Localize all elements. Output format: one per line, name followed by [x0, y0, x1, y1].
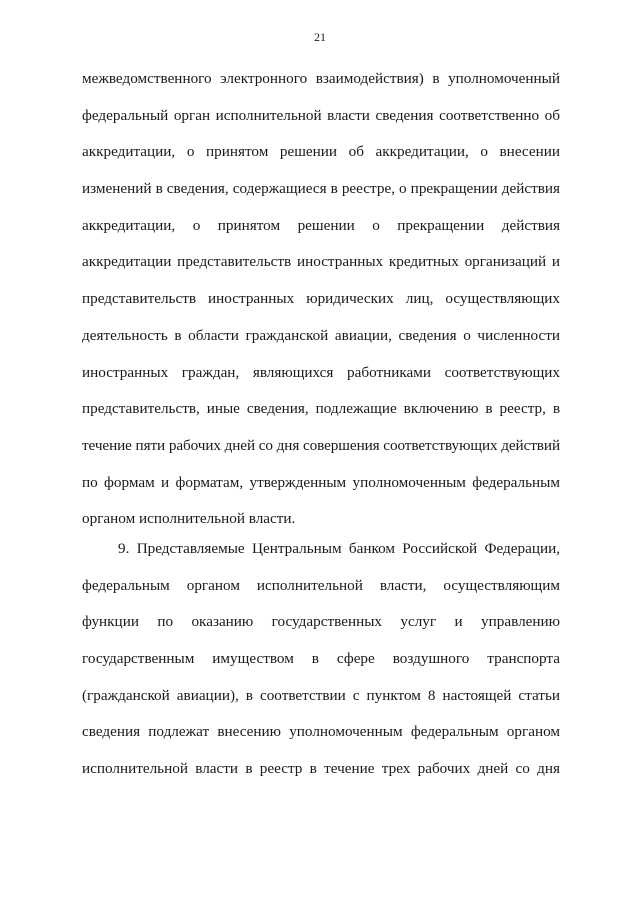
- page-number: 21: [314, 30, 326, 44]
- text-line: функции по оказанию государственных услуг и управлению: [82, 613, 560, 631]
- paragraph-1: [82, 71, 560, 548]
- text-line: течение пяти рабочих дней со дня совершения соответствующих действий: [82, 436, 560, 454]
- text-line: межведомственного электронного взаимодействия) в уполномоченный: [82, 70, 560, 87]
- text-line: государственным имуществом в сфере воздушного транспорта: [82, 650, 560, 668]
- text-line: аккредитации, о принятом решении об аккредитации, о внесении: [82, 143, 560, 161]
- text-line: (гражданской авиации), в соответствии с пунктом 8 настоящей статьи: [82, 686, 560, 704]
- text-line: федеральный орган исполнительной власти сведения соответственно об: [82, 106, 560, 124]
- text-line: деятельность в области гражданской авиации, сведения о численности: [82, 326, 560, 344]
- text-line: 9. Представляемые Центральным банком Российской Федерации,: [118, 540, 560, 557]
- text-line: представительств иностранных юридических лиц, осуществляющих: [82, 290, 560, 308]
- text-line: представительств, иные сведения, подлежащие включению в реестр, в: [82, 400, 560, 418]
- text-line: иностранных граждан, являющихся работниками соответствующих: [82, 363, 560, 381]
- text-line: федеральным органом исполнительной власти, осуществляющим: [82, 576, 560, 594]
- text-line: исполнительной власти в реестр в течение трех рабочих дней со дня: [82, 760, 560, 778]
- text-line: органом исполнительной власти.: [82, 510, 296, 528]
- text-line: аккредитации, о принятом решении о прекращении действия: [82, 216, 560, 234]
- text-line: сведения подлежат внесению уполномоченным федеральным органом: [82, 723, 560, 741]
- text-line: по формам и форматам, утвержденным уполномоченным федеральным: [82, 473, 560, 491]
- paragraph-2: [82, 541, 560, 798]
- text-line: аккредитации представительств иностранных кредитных организаций и: [82, 253, 560, 271]
- text-line: изменений в сведения, содержащиеся в реестре, о прекращении действия: [82, 180, 560, 198]
